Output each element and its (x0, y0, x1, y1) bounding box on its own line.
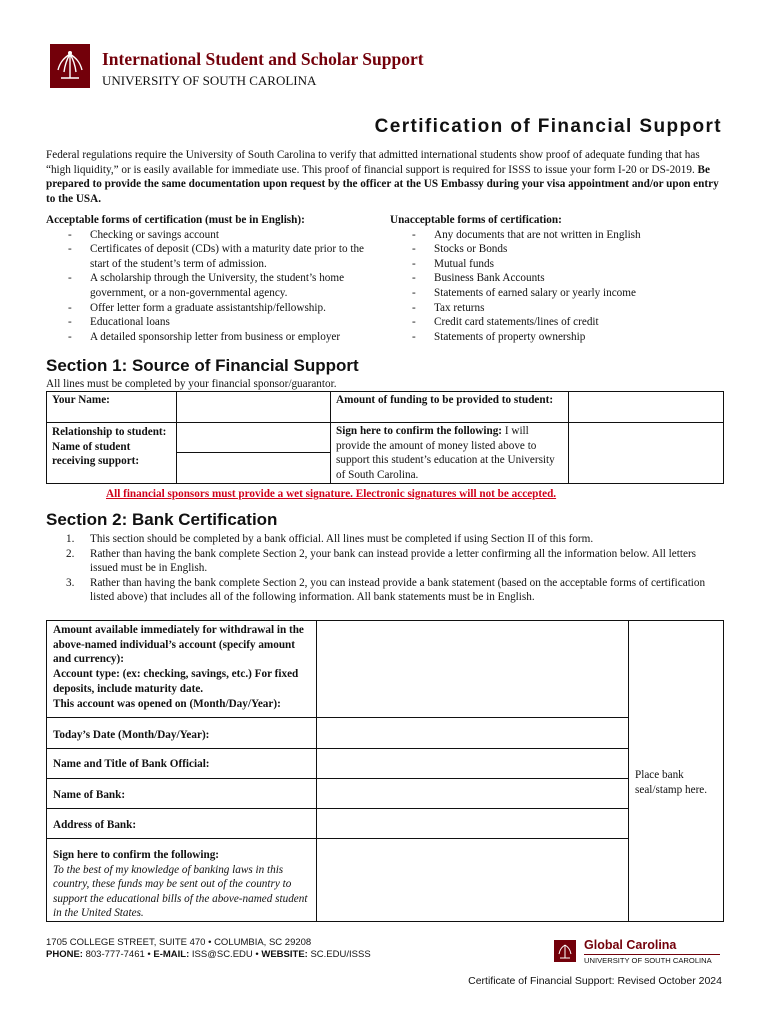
bank-address-label: Address of Bank: (53, 819, 137, 831)
relationship-field[interactable] (177, 423, 330, 453)
header-title: International Student and Scholar Support (102, 49, 424, 69)
unacceptable-title: Unacceptable forms of certification: (390, 214, 562, 226)
student-name-label: Name of student receiving support: (52, 440, 140, 468)
todays-date-field[interactable] (317, 718, 628, 748)
section2-heading: Section 2: Bank Certification (46, 510, 278, 529)
header-subtitle: UNIVERSITY OF SOUTH CAROLINA (102, 73, 317, 88)
phone-label: PHONE: (46, 949, 83, 960)
acceptable-item: - Checking or savings account (46, 228, 386, 243)
row-divider (47, 808, 316, 809)
intro-paragraph (46, 148, 722, 206)
row-divider (47, 838, 316, 839)
student-name-field[interactable] (177, 453, 330, 483)
global-carolina-logo-icon (554, 940, 576, 962)
separator: • (144, 949, 154, 960)
instruction-text: This section should be completed by a bank official. All lines must be completed if using Section II of this form. (90, 533, 594, 545)
unacceptable-list (390, 228, 730, 345)
acceptable-item: - A scholarship through the University, the student’s home government, or a non-governmental agency. (46, 271, 386, 300)
section1-heading: Section 1: Source of Financial Support (46, 356, 359, 375)
bank-official-label: Name and Title of Bank Official: (53, 758, 210, 770)
acceptable-item: - Offer letter form a graduate assistantship/fellowship. (46, 301, 386, 316)
sponsor-sign-bold: Sign here to confirm the following: (336, 425, 503, 437)
section1-note: All lines must be completed by your financial sponsor/guarantor. (46, 378, 337, 390)
acceptable-item: - Certificates of deposit (CDs) with a maturity date prior to the start of the student’s term of admission. (46, 242, 386, 271)
email-label: E-MAIL: (153, 949, 190, 960)
bank-name-label: Name of Bank: (53, 789, 126, 801)
unacceptable-list-block (390, 213, 730, 344)
bank-labels-column (47, 621, 317, 921)
section2-instruction-item (46, 547, 726, 576)
relationship-student-fields (177, 423, 331, 484)
section2-instructions (46, 532, 726, 605)
instruction-number: 2. (66, 547, 75, 560)
relationship-label: Relationship to student: (52, 426, 167, 438)
amount-field[interactable] (569, 392, 724, 423)
sponsor-sign-text (331, 423, 569, 484)
separator: • (252, 949, 262, 960)
instruction-number: 3. (66, 576, 75, 589)
unacceptable-item: - Tax returns (390, 301, 730, 316)
unacceptable-item: - Statements of earned salary or yearly income (390, 286, 730, 301)
account-opened-label: This account was opened on (Month/Day/Year): (53, 698, 281, 710)
unacceptable-item: - Mutual funds (390, 257, 730, 272)
your-name-label: Your Name: (47, 392, 177, 423)
acceptable-item: - Educational loans (46, 315, 386, 330)
brand-divider (584, 954, 720, 955)
unacceptable-item: - Credit card statements/lines of credit (390, 315, 730, 330)
bank-name-field[interactable] (317, 779, 628, 808)
page-title: Certification of Financial Support (374, 116, 722, 137)
section2-instruction-item (46, 532, 726, 547)
your-name-field[interactable] (177, 392, 331, 423)
bank-sign-bold: Sign here to confirm the following: (53, 849, 220, 861)
bank-entries-column (317, 621, 629, 921)
acceptable-list (46, 228, 386, 345)
unacceptable-item: - Business Bank Accounts (390, 271, 730, 286)
amount-label: Amount of funding to be provided to student: (331, 392, 569, 423)
instruction-text: Rather than having the bank complete Section 2, your bank can instead provide a letter confirming all the information below. All letters issued must be in English. (90, 547, 697, 575)
footer-address: 1705 COLLEGE STREET, SUITE 470 • COLUMBIA, SC 29208 (46, 937, 312, 948)
acceptable-title: Acceptable forms of certification (must be in English): (46, 214, 305, 226)
usc-tree-logo-icon (50, 44, 90, 88)
bank-signature-field[interactable] (317, 839, 628, 921)
bank-seal-label: Place bank seal/stamp here. (635, 769, 708, 796)
global-carolina-subtitle: UNIVERSITY OF SOUTH CAROLINA (584, 956, 712, 965)
revision-note: Certificate of Financial Support: Revised October 2024 (468, 975, 722, 987)
relationship-student-labels (47, 423, 177, 484)
bank-certification-table (46, 620, 724, 922)
acceptable-list-block (46, 213, 386, 344)
amount-available-field[interactable] (317, 621, 628, 717)
intro-text: Federal regulations require the University of South Carolina to verify that admitted international students show proof of adequate funding that has “high liquidity,” or is easily available for immediate use. This proof of financial support is required for ISSS to issue your form I-20 or DS-2019. (46, 149, 700, 176)
row-divider (47, 778, 316, 779)
wet-signature-warning: All financial sponsors must provide a wet signature. Electronic signatures will not be accepted. (106, 488, 557, 500)
amount-available-label: Amount available immediately for withdrawal in the above-named individual’s account (specify amount and currency): (53, 624, 304, 666)
row-divider (47, 748, 316, 749)
sponsor-signature-field[interactable] (569, 423, 724, 484)
row-divider (47, 717, 316, 718)
acceptable-item: - A detailed sponsorship letter from business or employer (46, 330, 386, 345)
bank-seal-area[interactable] (629, 621, 723, 921)
instruction-text: Rather than having the bank complete Section 2, you can instead provide a bank statement (based on the acceptable forms of certification listed above) that includes all of the following information. All bank statements must be in English. (90, 576, 706, 604)
intro-bold-text: Be prepared to provide the same documentation upon request by the officer at the US Embassy during your visa appointment and/or upon entry to the USA. (46, 163, 719, 205)
website-link[interactable]: SC.EDU/ISSS (310, 949, 371, 960)
instruction-number: 1. (66, 533, 75, 545)
unacceptable-item: - Any documents that are not written in English (390, 228, 730, 243)
sponsor-sign-body: I will provide the amount of money listed above to support this student’s education at the University of South Carolina. (336, 425, 555, 481)
bank-sign-italic: To the best of my knowledge of banking laws in this country, these funds may be sent out of the country to support the educational bills of the above-named student in the United States. (53, 863, 308, 920)
bank-sign-block (53, 848, 315, 921)
phone-value: 803-777-7461 (85, 949, 145, 960)
email-link[interactable]: ISS@SC.EDU (191, 949, 253, 960)
website-label: WEBSITE: (261, 949, 308, 960)
unacceptable-item: - Statements of property ownership (390, 330, 730, 345)
bank-official-field[interactable] (317, 749, 628, 778)
account-type-label: Account type: (ex: checking, savings, etc.) For fixed deposits, include maturity date. (53, 668, 299, 695)
unacceptable-item: - Stocks or Bonds (390, 242, 730, 257)
global-carolina-name: Global Carolina (584, 938, 677, 952)
todays-date-label: Today’s Date (Month/Day/Year): (53, 729, 210, 741)
sponsor-table (46, 391, 724, 484)
footer-contact (46, 949, 371, 962)
section2-instruction-item (46, 576, 726, 605)
bank-address-field[interactable] (317, 809, 628, 838)
